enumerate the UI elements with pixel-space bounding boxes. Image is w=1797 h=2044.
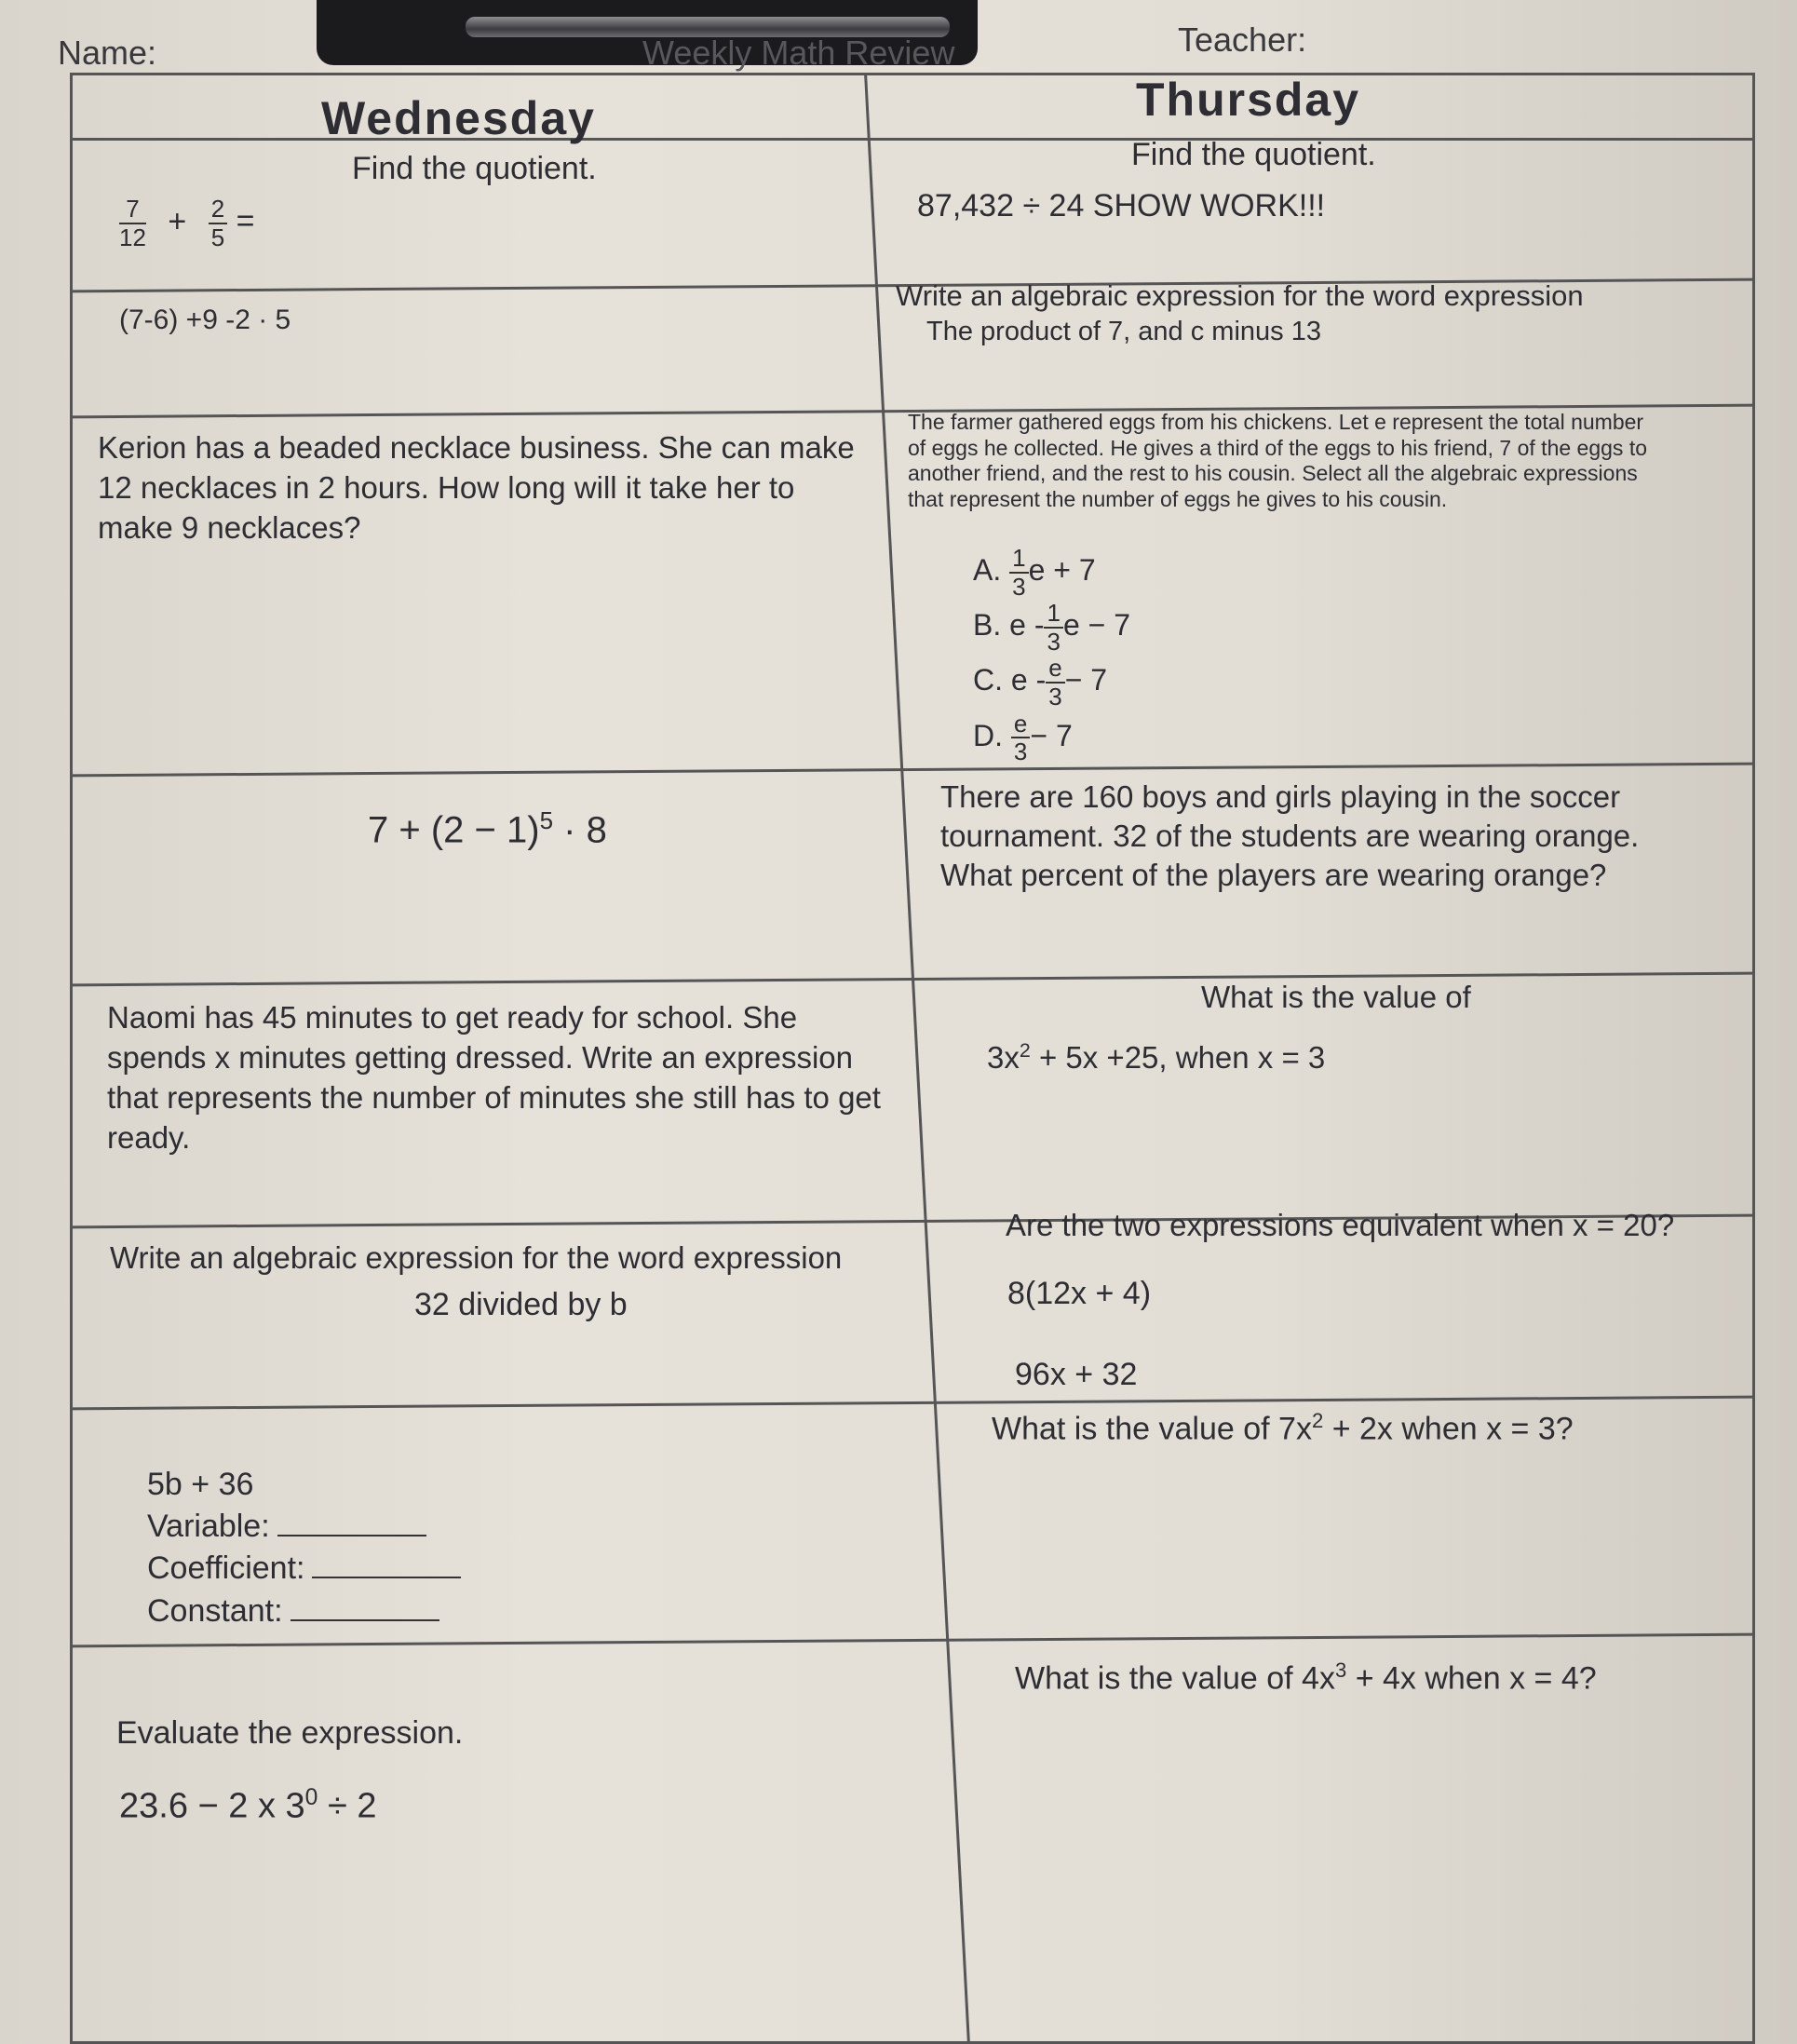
- name-label: Name:: [58, 34, 157, 72]
- thursday-heading: Thursday: [1136, 74, 1361, 126]
- wed-q7-expression: 5b + 36: [147, 1467, 254, 1502]
- coefficient-blank[interactable]: [312, 1577, 461, 1578]
- thu-q6-expression-2: 96x + 32: [1015, 1357, 1138, 1392]
- thu-q3-options: [973, 545, 1130, 765]
- thu-q1-prompt: Find the quotient.: [1131, 137, 1376, 172]
- wed-q6-prompt: Write an algebraic expression for the word expression: [110, 1240, 843, 1275]
- thu-q5-expression: $3x^2 + 5x +25$, when x = 3: [987, 1039, 1326, 1075]
- thu-q2-expression: The product of 7, and c minus 13: [926, 317, 1321, 346]
- wednesday-heading: Wednesday: [321, 92, 596, 144]
- constant-blank[interactable]: [290, 1619, 439, 1621]
- wed-q6-expression: 32 divided by b: [414, 1287, 628, 1322]
- wed-q1-prompt: Find the quotient.: [352, 151, 597, 186]
- thu-q8-prompt: What is the value of $4x^3 + 4x$ when x = 4?: [1015, 1658, 1597, 1697]
- wed-q4-expression: $7 + (2 - 1)^5 \cdot 8$: [368, 806, 607, 851]
- variable-line: Variable:: [147, 1506, 461, 1548]
- thu-q2-prompt: Write an algebraic expression for the word expression: [896, 279, 1584, 312]
- fraction: $\frac{2}{5}$: [209, 196, 227, 250]
- wed-q8-prompt: Evaluate the expression.: [116, 1715, 464, 1751]
- wed-q3-word-problem: Kerion has a beaded necklace business. She can make 12 necklaces in 2 hours. How long will it take her to make 9 necklaces?: [98, 430, 855, 545]
- variable-blank[interactable]: [277, 1535, 426, 1536]
- wed-q1-expression: $\frac{7}{12}$ + $\frac{2}{5}$ =: [119, 195, 255, 251]
- constant-line: Constant:: [147, 1591, 461, 1632]
- teacher-label: Teacher:: [1178, 20, 1307, 59]
- coefficient-line: Coefficient:: [147, 1548, 461, 1590]
- thu-q3-word-problem: The farmer gathered eggs from his chickens. Let e represent the total number of eggs he collected. He gives a third of the eggs to his friend, 7 of the eggs to another friend, and the rest to his cousin. Select all the algebraic expressions that represent the number of eggs he gives to his cousin.: [908, 410, 1647, 511]
- thu-q1-expression: 87,432 ÷ 24 SHOW WORK!!!: [917, 188, 1326, 223]
- thu-q7-prompt: What is the value of $7x^2 + 2x$ when x = 3?: [992, 1409, 1574, 1447]
- thu-q4-word-problem: There are 160 boys and girls playing in the soccer tournament. 32 of the students are wearing orange. What percent of the players are wearing orange?: [940, 779, 1640, 893]
- option-a[interactable]: A. $\frac{1}{3}$ e + 7: [973, 544, 1096, 601]
- wed-q8-expression: 23.6 − 2 x $3^0 \div 2$: [119, 1785, 377, 1826]
- thu-q5-prompt: What is the value of: [1201, 980, 1471, 1014]
- worksheet-title: Weekly Math Review: [642, 34, 955, 72]
- thu-q6-prompt: Are the two expressions equivalent when x = 20?: [1006, 1208, 1675, 1242]
- fraction: $\frac{7}{12}$: [119, 195, 146, 251]
- thu-q6-expression-1: 8(12x + 4): [1007, 1276, 1152, 1311]
- wed-q2-expression: (7-6) +9 -2 · 5: [119, 305, 291, 335]
- wed-q7-block: [147, 1464, 461, 1632]
- option-d[interactable]: D. $\frac{e}{3}$ − 7: [973, 709, 1073, 766]
- option-c[interactable]: C. e - $\frac{e}{3}$ − 7: [973, 654, 1108, 711]
- wed-q5-word-problem: Naomi has 45 minutes to get ready for school. She spends x minutes getting dressed. Write an expression that represents the number of minutes she still has to get ready.: [107, 1000, 881, 1155]
- option-b[interactable]: B. e - $\frac{1}{3}$ e − 7: [973, 599, 1130, 656]
